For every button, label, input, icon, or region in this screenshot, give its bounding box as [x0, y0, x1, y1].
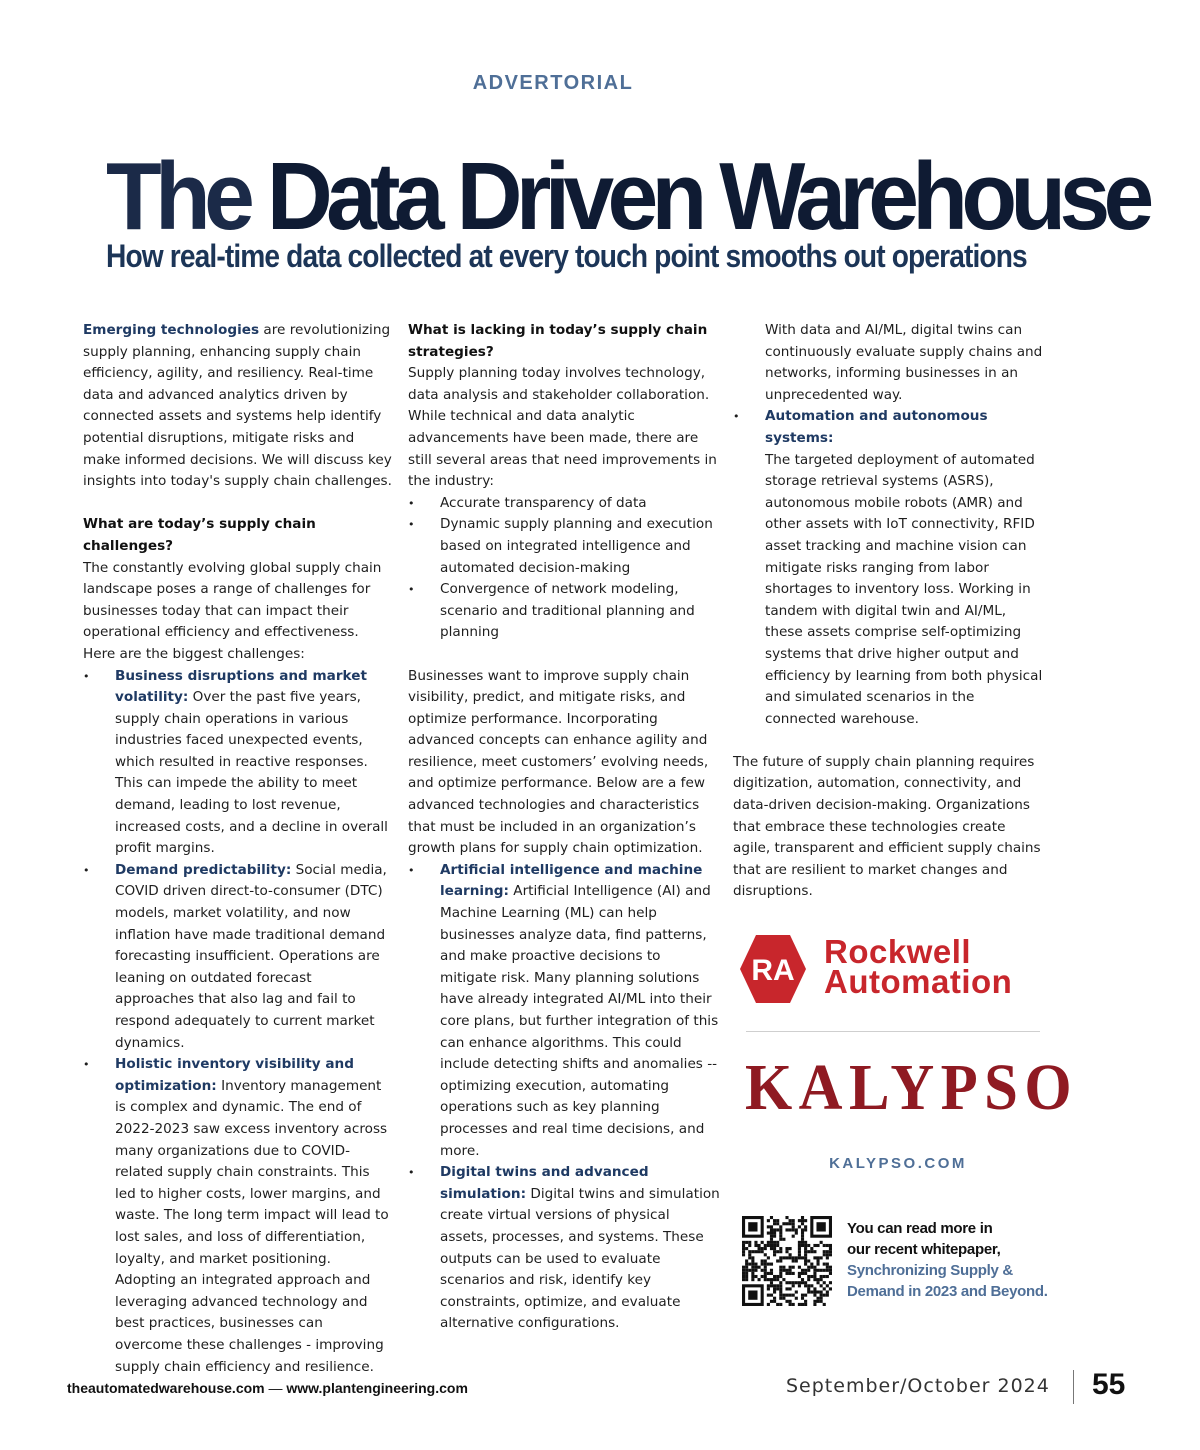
column-1 — [83, 320, 393, 1378]
qr-code-icon[interactable] — [742, 1216, 832, 1306]
list-item — [83, 860, 393, 1054]
list-item — [408, 1162, 720, 1335]
question-heading-1: What are today’s supply chain challenges? — [83, 516, 316, 554]
bullet-icon: • — [408, 518, 415, 532]
title-space — [248, 143, 267, 250]
page-number: 55 — [1092, 1368, 1126, 1401]
bullet-icon: • — [408, 496, 415, 510]
body-paragraph: Businesses want to improve supply chain visibility, predict, and mitigate risks, and optimize performance. Incorporating advanced concepts can enhance agility and resilience, meet customers’ evolving needs, and optimize performance. Below are a few advanced technologies and characteristics that must be included in an organization’s growth plans for supply chain optimization. — [408, 667, 709, 857]
list-item — [408, 514, 720, 579]
kalypso-url-link[interactable]: KALYPSO.COM — [829, 1155, 967, 1172]
callout-line-2: our recent whitepaper, — [847, 1241, 1001, 1258]
bullet-icon: • — [83, 1058, 90, 1072]
callout-line-1: You can read more in — [847, 1220, 993, 1237]
kalypso-logo: KALYPSO — [745, 1051, 1079, 1124]
bullet-body: Over the past five years, supply chain operations in various industries faced unexpected events, which resulted in reactive responses. This can impede the ability to meet demand, leading to lost revenue, increased costs, and a decline in overall profit margins. — [115, 689, 388, 857]
footer-sites — [67, 1380, 468, 1396]
list-item — [733, 406, 1045, 730]
question-heading-2: What is lacking in today’s supply chain strategies? — [408, 322, 708, 360]
bullet-icon: • — [408, 583, 415, 597]
bullet-icon: • — [83, 669, 90, 683]
rockwell-wordmark — [824, 933, 1013, 1000]
rockwell-line-1: Rockwell — [824, 933, 972, 970]
callout-line-4: Demand in 2023 and Beyond. — [847, 1283, 1048, 1300]
column-2 — [408, 320, 720, 1335]
bullet-body: Digital twins and simulation create virtual versions of physical assets, processes, and systems. These outputs can be used to evaluate scenarios and risk, identify key constraints, optimize, and evaluate alternative configurations. — [440, 1185, 720, 1332]
list-item — [408, 579, 720, 644]
rockwell-line-2: Automation — [824, 963, 1013, 1000]
bullet-heading: Holistic inventory visibility and optimization: — [115, 1056, 354, 1094]
list-item — [408, 493, 720, 515]
list-item — [408, 860, 720, 1162]
bullet-body: Inventory management is complex and dynamic. The end of 2022-2023 saw excess inventory across many organizations due to COVID-related supply chain constraints. This led to higher costs, lower margins, and waste. The long term impact will lead to lost sales, and loss of differentiation, loyalty, and market positioning. Adopting an integrated approach and leveraging advanced technology and best practices, businesses can overcome these challenges - improving supply chain efficiency and resilience. — [115, 1077, 389, 1375]
intro-paragraph — [83, 320, 393, 493]
bullet-heading: Demand predictability: — [115, 861, 292, 878]
list-item — [83, 1054, 393, 1378]
bullet-heading: Business disruptions and market volatility: — [115, 667, 367, 706]
title-light: The — [106, 143, 249, 250]
footer-separator: — — [264, 1380, 287, 1396]
title-bold: Data Driven Warehouse — [266, 143, 1148, 250]
bullet-icon: • — [83, 863, 90, 877]
sponsor-divider — [746, 1031, 1040, 1032]
footer-site-1-link[interactable]: theautomatedwarehouse.com — [67, 1380, 265, 1396]
list-item-text: Dynamic supply planning and execution based on integrated intelligence and automated decision-making — [440, 516, 713, 576]
bullet-icon: • — [408, 863, 415, 877]
list-item — [83, 666, 393, 860]
closing-paragraph: The future of supply chain planning requires digitization, automation, connectivity, and data-driven decision-making. Organizations that embrace these technologies create agile, transparent and efficient supply chains that are resilient to market changes and disruptions. — [733, 753, 1041, 900]
whitepaper-callout — [847, 1218, 1048, 1302]
bullet-body: The targeted deployment of automated storage retrieval systems (ASRS), autonomous mobile robots (AMR) and other assets with IoT connectivity, RFID asset tracking and machine vision can mitigate risks ranging from labor shortages to inventory loss. Working in tandem with digital twin and AI/ML, these assets comprise self-optimizing systems that drive higher output and efficiency by learning from both physical and simulated scenarios in the connected warehouse. — [765, 451, 1043, 727]
issue-date: September/October 2024 — [786, 1375, 1050, 1397]
bullet-body: Social media, COVID driven direct-to-consumer (DTC) models, market volatility, and now inflation have made traditional demand forecasting insufficient. Operations are leaning on outdated forecast approaches that also lag and fail to respond adequately to current market dynamics. — [115, 861, 387, 1051]
list-item-text: Accurate transparency of data — [440, 494, 647, 511]
column-3 — [733, 320, 1045, 903]
rockwell-automation-logo-icon — [740, 935, 806, 1003]
callout-line-3: Synchronizing Supply & — [847, 1262, 1013, 1279]
bullet-heading: Digital twins and advanced simulation: — [440, 1164, 649, 1202]
bullet-body: Artificial Intelligence (AI) and Machine Learning (ML) can help businesses analyze data, find patterns, and make proactive decisions to mitigate risk. Many planning solutions have already integrated AI/ML into their core plans, but further integration of this can enhance algorithms. This could include detecting shifts and anomalies -- optimizing execution, automating operations such as key planning processes and real time decisions, and more. — [440, 883, 719, 1159]
ra-badge-text: RA — [751, 954, 795, 987]
section-kicker: ADVERTORIAL — [472, 72, 634, 94]
bullet-icon: • — [733, 410, 740, 424]
article-title — [106, 142, 1148, 252]
intro-body: are revolutionizing supply planning, enhancing supply chain efficiency, agility, and resiliency. Real-time data and advanced analytics driven by connected assets and systems help identify potential disruptions, mitigate risks and make informed decisions. We will discuss key insights into today's supply chain challenges. — [83, 322, 392, 490]
question-body-1: The constantly evolving global supply chain landscape poses a range of challenges for businesses today that can impact their operational efficiency and effectiveness. Here are the biggest challenges: — [83, 559, 382, 662]
bullet-icon: • — [408, 1166, 415, 1180]
footer-divider — [1073, 1370, 1074, 1404]
question-body-2: Supply planning today involves technology, data analysis and stakeholder collaboration. While technical and data analytic advancements have been made, there are still several areas that need improvements in the industry: — [408, 365, 717, 490]
continued-paragraph — [733, 320, 1045, 406]
footer-site-2-link[interactable]: www.plantengineering.com — [286, 1380, 468, 1396]
intro-lead: Emerging technologies — [83, 322, 260, 338]
list-item-text: Convergence of network modeling, scenario and traditional planning and planning — [440, 581, 695, 641]
continued-text: With data and AI/ML, digital twins can continuously evaluate supply chains and networks, informing businesses in an unprecedented way. — [765, 322, 1043, 403]
bullet-heading: Automation and autonomous systems: — [765, 408, 988, 446]
bullet-heading: Artificial intelligence and machine learning: — [440, 861, 703, 900]
article-subtitle: How real-time data collected at every touch point smooths out operations — [106, 238, 1027, 274]
